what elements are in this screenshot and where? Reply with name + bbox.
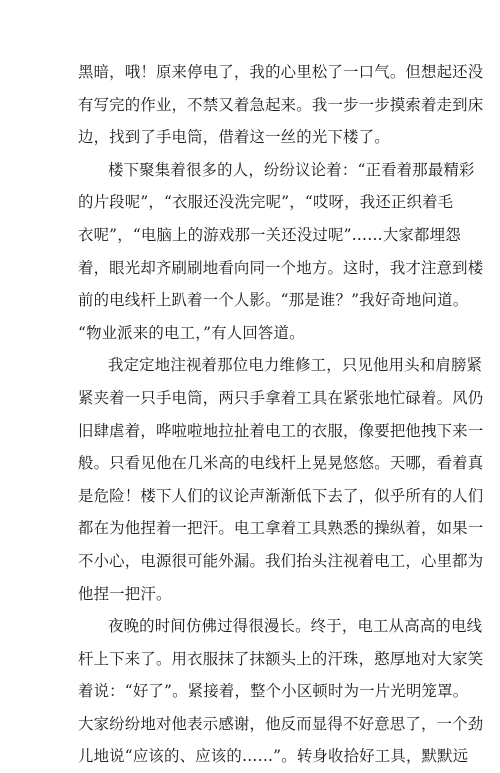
text-line: 前的电线杆上趴着一个人影。“那是谁？”我好奇地问道。 — [78, 291, 469, 310]
text-line: “物业派来的电工，”有人回答道。 — [78, 323, 305, 342]
text-line: 不小心，电源很可能外漏。我们抬头注视着电工，心里都为 — [78, 551, 484, 570]
text-line: 有写完的作业，不禁又着急起来。我一步一步摸索着走到床 — [78, 95, 484, 114]
text-line: 的片段呢”，“衣服还没洗完呢”，“哎呀，我还正织着毛 — [78, 193, 454, 212]
text-line: 杆上下来了。用衣服抹了抹额头上的汗珠，憨厚地对大家笑 — [78, 649, 484, 668]
text-line: 儿地说“应该的、应该的……”。转身收拾好工具，默默远 — [78, 747, 469, 766]
paragraph-first-line: 楼下聚集着很多的人，纷纷议论着：“正看着那最精彩 — [108, 160, 475, 179]
text-line: 紧夹着一只手电筒，两只手拿着工具在紧张地忙碌着。风仍 — [78, 388, 484, 407]
paragraph-first-line: 夜晚的时间仿佛过得很漫长。终于，电工从高高的电线 — [108, 617, 483, 636]
text-line: 是危险！楼下人们的议论声渐渐低下去了，似乎所有的人们 — [78, 486, 484, 505]
text-line: 边，找到了手电筒，借着这一丝的光下楼了。 — [78, 128, 390, 147]
text-line: 衣呢”，“电脑上的游戏那一关还没过呢”……大家都埋怨 — [78, 225, 461, 244]
text-line: 旧肆虐着，哗啦啦地拉扯着电工的衣服，像要把他拽下来一 — [78, 421, 484, 440]
text-line: 大家纷纷地对他表示感谢，他反而显得不好意思了，一个劲 — [78, 714, 484, 733]
text-line: 他捏一把汗。 — [78, 584, 172, 603]
text-line: 般。只看见他在几米高的电线杆上晃晃悠悠。天哪，看着真 — [78, 454, 484, 473]
paragraph-first-line: 我定定地注视着那位电力维修工，只见他用头和肩膀紧 — [108, 356, 483, 375]
body-text — [78, 56, 484, 773]
text-line: 黑暗，哦！原来停电了，我的心里松了一口气。但想起还没 — [78, 63, 484, 81]
text-line: 着说：“好了”。紧接着，整个小区顿时为一片光明笼罩。 — [78, 682, 469, 701]
text-line: 着，眼光却齐刷刷地看向同一个地方。这时，我才注意到楼 — [78, 258, 484, 277]
text-line: 都在为他捏着一把汗。电工拿着工具熟悉的操纵着，如果一 — [78, 519, 484, 538]
